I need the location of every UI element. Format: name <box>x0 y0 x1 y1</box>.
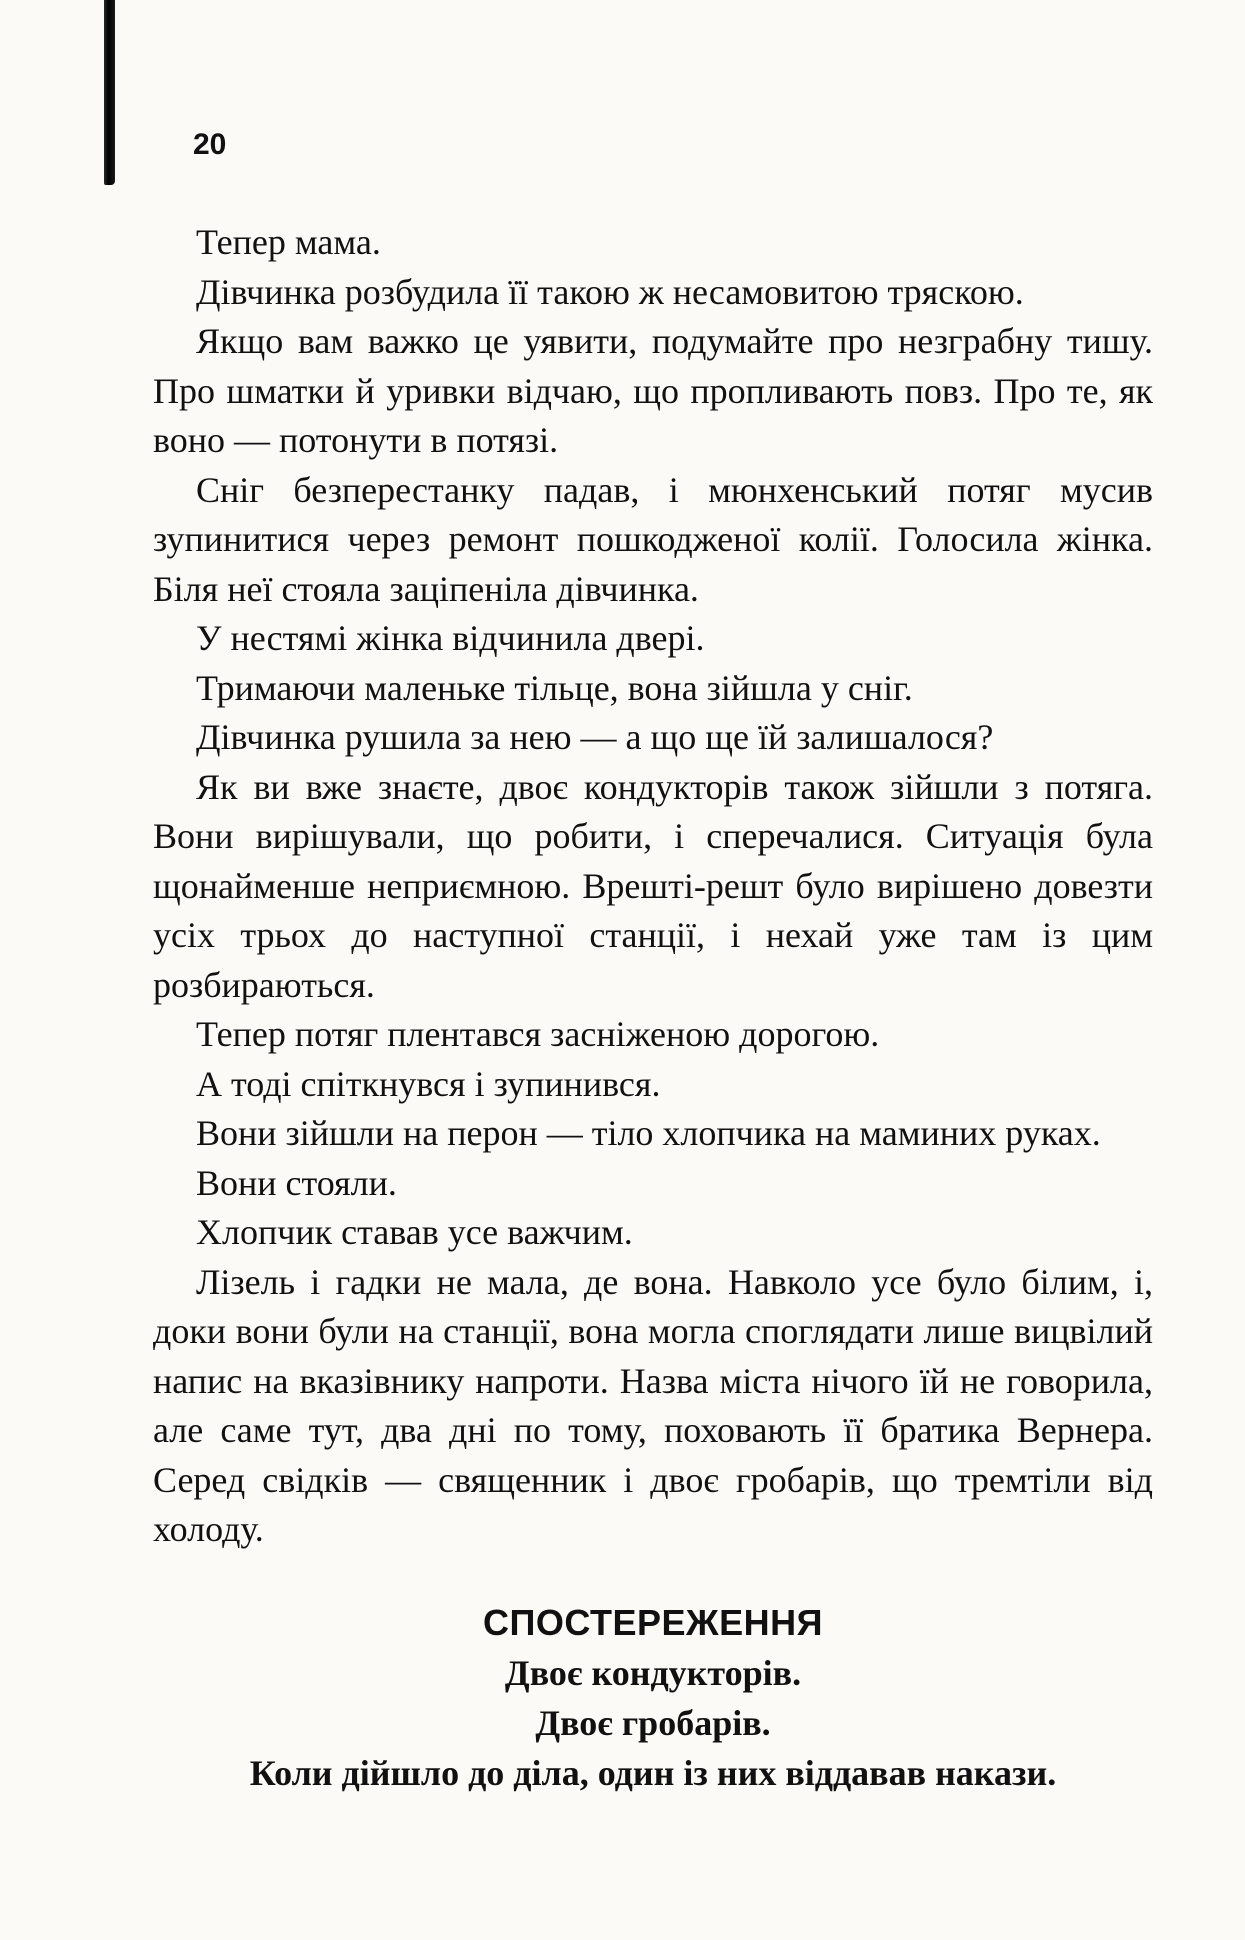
page-number: 20 <box>193 128 227 161</box>
observation-line: Коли дійшло до діла, один із них віддавав накази. <box>249 1753 1057 1793</box>
observation-line: Двоє гробарів. <box>535 1703 771 1743</box>
paragraph: Дівчинка рушила за нею — а що ще їй залишалося? <box>196 717 994 757</box>
section-title: СПОСТЕРЕЖЕННЯ <box>483 1602 823 1643</box>
paragraph: Тепер потяг плентався засніженою дорогою. <box>196 1014 880 1054</box>
paragraph: Сніг безперестанку падав, і мюнхенський потяг мусив зупинитися через ремонт пошкодженої колії. Голосила жінка. Біля неї стояла заціпеніла дівчинка. <box>153 469 1153 609</box>
body-text <box>153 218 1153 1555</box>
paragraph: Тепер мама. <box>196 222 381 262</box>
paragraph: Вони стояли. <box>196 1162 397 1203</box>
paragraph: Якщо вам важко це уявити, подумайте про незграбну тишу. Про шматки й уривки відчаю, що пропливають повз. Про те, як воно — потонути в потязі. <box>153 321 1153 460</box>
book-spine-edge <box>104 0 115 185</box>
paragraph: Тримаючи маленьке тільце, вона зійшла у сніг. <box>196 667 913 708</box>
paragraph: Як ви вже знаєте, двоє кондукторів також зійшли з потяга. Вони вирішували, що робити, і сперечалися. Ситуація була щонайменше неприємною. Врешті-решт було вирішено довезти усіх трьох до наступної станції, і нехай уже там із цим розбираються. <box>153 766 1153 1005</box>
paragraph: А тоді спіткнувся і зупинився. <box>196 1063 661 1104</box>
paragraph: У нестямі жінка відчинила двері. <box>196 618 705 658</box>
observation-line: Двоє кондукторів. <box>504 1653 802 1693</box>
observation-section <box>153 1599 1153 1797</box>
paragraph: Дівчинка розбудила її такою ж несамовитою тряскою. <box>196 271 1024 312</box>
paragraph: Вони зійшли на перон — тіло хлопчика на маминих руках. <box>196 1113 1101 1153</box>
paragraph: Лізель і гадки не мала, де вона. Навколо усе було білим, і, доки вони були на станції, вона могла споглядати лише вицвілий напис на вказівнику напроти. Назва міста нічого їй не говорила, але саме тут, два дні по тому, поховають її братика Вернера. Серед свідків — священник і двоє гробарів, що тремтіли від холоду. <box>153 1261 1153 1549</box>
paragraph: Хлопчик ставав усе важчим. <box>196 1212 633 1252</box>
